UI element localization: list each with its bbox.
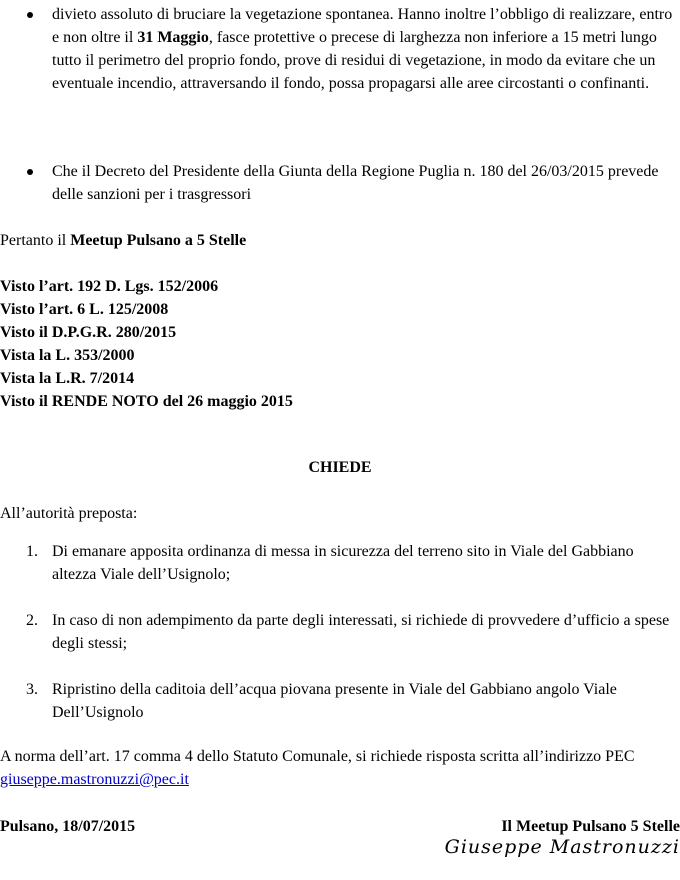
bullet-item-decreto [0, 160, 680, 206]
request-number: 3. [26, 681, 38, 698]
visto-line: Visto l’art. 192 D. Lgs. 152/2006 [0, 278, 219, 295]
request-item-2 [0, 609, 680, 655]
place-date: Pulsano, 18/07/2015 [0, 818, 136, 835]
meetup-name: Meetup Pulsano a 5 Stelle [70, 232, 247, 249]
signatory-org: Il Meetup Pulsano 5 Stelle [501, 818, 680, 835]
request-text: Di emanare apposita ordinanza di messa in sicurezza del terreno sito in Viale del Gabbiano altezza Viale dell’Usignolo; [52, 543, 634, 583]
chiede-heading: CHIEDE [308, 459, 372, 476]
request-number: 2. [26, 612, 38, 629]
pec-email-link[interactable]: giuseppe.mastronuzzi@pec.it [0, 771, 189, 788]
request-number: 1. [26, 543, 38, 560]
request-text: Ripristino della caditoia dell’acqua piovana presente in Viale del Gabbiano angolo Viale Dell’Usignolo [52, 681, 617, 721]
signature: Giuseppe Mastronuzzi [444, 836, 680, 858]
request-item-1 [0, 540, 680, 586]
visto-line: Vista la L. 353/2000 [0, 347, 135, 364]
request-item-3 [0, 678, 680, 724]
visto-line: Visto il D.P.G.R. 280/2015 [0, 324, 177, 341]
bullet-item-divieto [0, 3, 680, 95]
norma-paragraph: A norma dell’art. 17 comma 4 dello Statuto Comunale, si richiede risposta scritta all’indirizzo PEC giuseppe.mastronuzzi@pec.it [0, 748, 635, 788]
visto-line: Visto il RENDE NOTO del 26 maggio 2015 [0, 393, 293, 410]
autorita-line: All’autorità preposta: [0, 505, 138, 522]
footer-row [0, 815, 680, 838]
bullet-text: Che il Decreto del Presidente della Giunta della Regione Puglia n. 180 del 26/03/2015 prevede delle sanzioni per i trasgressori [52, 163, 659, 203]
request-text: In caso di non adempimento da parte degli interessati, si richiede di provvedere d’ufficio a spese degli stessi; [52, 612, 670, 652]
deadline-date: 31 Maggio [137, 29, 209, 46]
bullet-dot-icon [27, 12, 33, 18]
bullet-text: divieto assoluto di bruciare la vegetazione spontanea. Hanno inoltre l’obbligo di realizzare, entro e non oltre il 31 Maggio, fasce protettive o precese di larghezza non inferiore a 15 metri lungo tutto il perimetro del proprio fondo, prove di residui di vegetazione, in modo da evitare che un eventuale incendio, attraversando il fondo, possa propagarsi alle aree circostanti o confinanti. [52, 6, 673, 92]
bullet-dot-icon [27, 169, 33, 175]
visto-line: Visto l’art. 6 L. 125/2008 [0, 301, 169, 318]
pertanto-line: Pertanto il Meetup Pulsano a 5 Stelle [0, 232, 247, 249]
visto-list [0, 275, 680, 413]
visto-line: Vista la L.R. 7/2014 [0, 370, 135, 387]
